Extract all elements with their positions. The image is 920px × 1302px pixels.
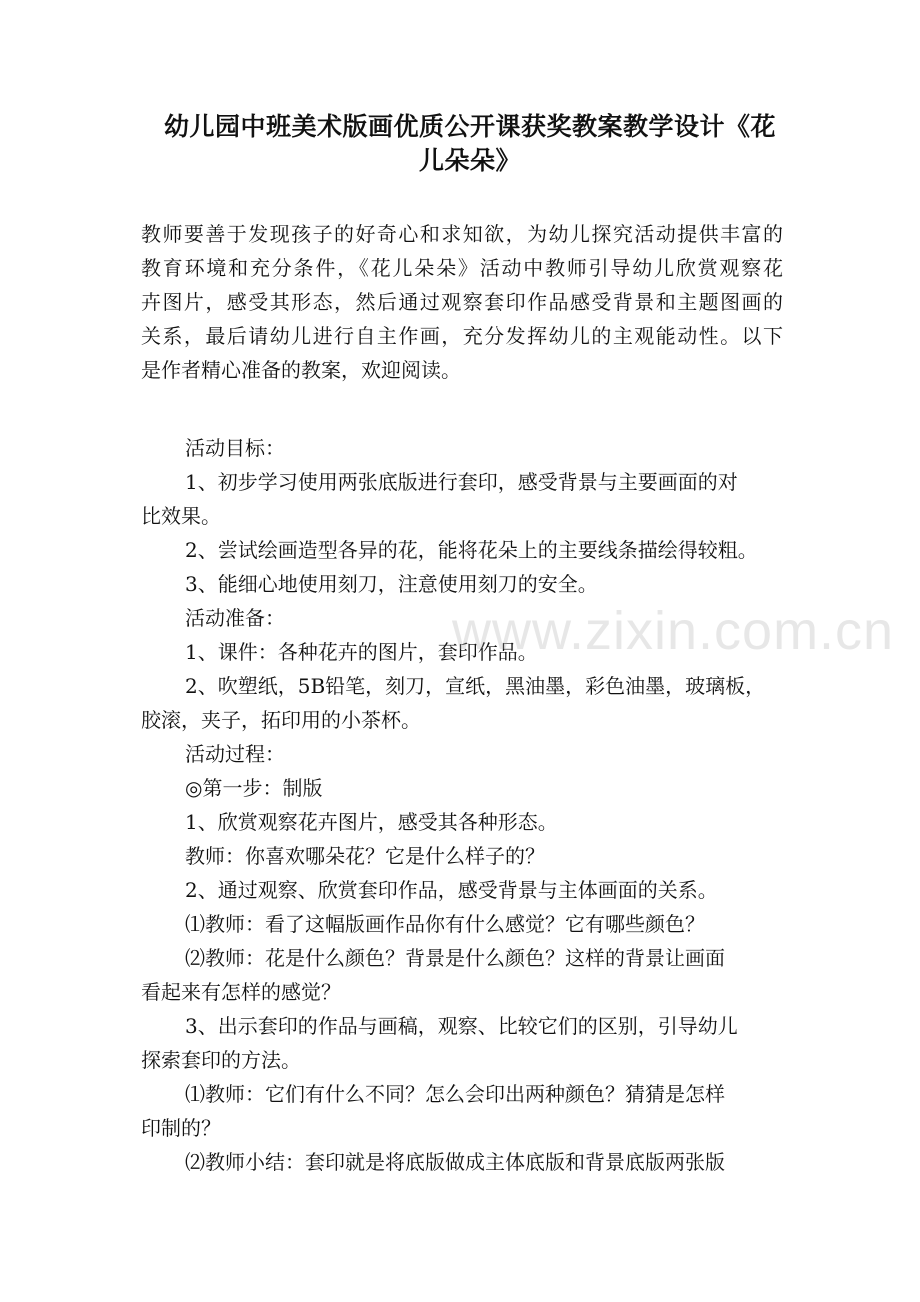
process-2: 2、通过观察、欣赏套印作品，感受背景与主体画面的关系。 bbox=[185, 878, 718, 902]
process-2-q2-line-1: ⑵教师：花是什么颜色？背景是什么颜色？这样的背景让画面 bbox=[185, 946, 725, 970]
process-3-q1-line-1: ⑴教师：它们有什么不同？怎么会印出两种颜色？猜猜是怎样 bbox=[185, 1082, 725, 1106]
section-heading-goals: 活动目标： bbox=[185, 436, 285, 460]
intro-line-3: 卉图片，感受其形态，然后通过观察套印作品感受背景和主题图画的 bbox=[141, 290, 783, 314]
prep-1: 1、课件：各种花卉的图片，套印作品。 bbox=[185, 640, 538, 664]
title-line-2: 儿朵朵》 bbox=[418, 146, 521, 175]
process-2-q1: ⑴教师：看了这幅版画作品你有什么感觉？它有哪些颜色？ bbox=[185, 912, 705, 936]
teacher-question-1: 教师：你喜欢哪朵花？它是什么样子的？ bbox=[185, 844, 545, 868]
intro-line-4: 关系，最后请幼儿进行自主作画，充分发挥幼儿的主观能动性。以下 bbox=[141, 324, 783, 348]
process-3-q1-line-2: 印制的？ bbox=[141, 1116, 221, 1140]
process-3-summary: ⑵教师小结：套印就是将底版做成主体底版和背景底版两张版 bbox=[185, 1150, 725, 1174]
title-line-1: 幼儿园中班美术版画优质公开课获奖教案教学设计《花 bbox=[163, 112, 776, 141]
document-title bbox=[150, 110, 790, 178]
goal-2: 2、尝试绘画造型各异的花，能将花朵上的主要线条描绘得较粗。 bbox=[185, 538, 758, 562]
watermark-text: www.zixin.com.cn bbox=[452, 601, 895, 661]
goal-3: 3、能细心地使用刻刀，注意使用刻刀的安全。 bbox=[185, 572, 598, 596]
paragraph-spacer bbox=[141, 387, 783, 431]
section-heading-preparation: 活动准备： bbox=[185, 606, 285, 630]
process-3-line-1: 3、出示套印的作品与画稿，观察、比较它们的区别，引导幼儿 bbox=[185, 1014, 738, 1038]
goal-1-line-1: 1、初步学习使用两张底版进行套印，感受背景与主要画面的对 bbox=[185, 470, 738, 494]
section-heading-process: 活动过程： bbox=[185, 742, 285, 766]
prep-2-line-1: 2、吹塑纸，5B铅笔，刻刀，宣纸，黑油墨，彩色油墨，玻璃板， bbox=[185, 674, 766, 698]
process-1: 1、欣赏观察花卉图片，感受其各种形态。 bbox=[185, 810, 558, 834]
intro-line-2: 教育环境和充分条件，《花儿朵朵》活动中教师引导幼儿欣赏观察花 bbox=[141, 256, 783, 280]
intro-line-1: 教师要善于发现孩子的好奇心和求知欲，为幼儿探究活动提供丰富的 bbox=[141, 222, 783, 246]
step-1-heading: ◎第一步：制版 bbox=[185, 776, 323, 800]
prep-2-line-2: 胶滚，夹子，拓印用的小茶杯。 bbox=[141, 708, 421, 732]
process-2-q2-line-2: 看起来有怎样的感觉？ bbox=[141, 980, 341, 1004]
document-body bbox=[141, 217, 783, 1179]
intro-line-5: 是作者精心准备的教案，欢迎阅读。 bbox=[141, 358, 461, 382]
goal-1-line-2: 比效果。 bbox=[141, 504, 221, 528]
process-3-line-2: 探索套印的方法。 bbox=[141, 1048, 301, 1072]
